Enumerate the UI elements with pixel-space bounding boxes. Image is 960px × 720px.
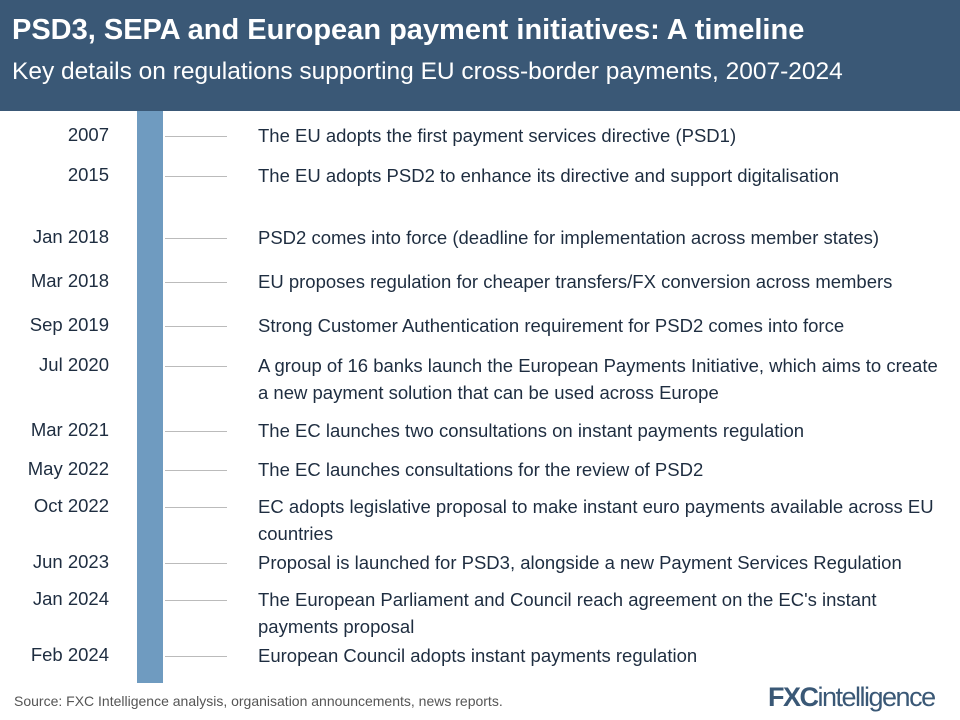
event-date: Sep 2019 <box>29 314 109 335</box>
connector-line <box>165 431 227 432</box>
connector-line <box>165 282 227 283</box>
connector-line <box>165 176 227 177</box>
connector-line <box>165 136 227 137</box>
connector-line <box>165 326 227 327</box>
chart-title: PSD3, SEPA and European payment initiatives: A timeline <box>12 14 805 46</box>
source-note: Source: FXC Intelligence analysis, organisation announcements, news reports. <box>14 693 503 709</box>
event-description: A group of 16 banks launch the European Payments Initiative, which aims to create a new payment solution that can be used across Europe <box>258 355 938 403</box>
event-date: Oct 2022 <box>33 495 109 516</box>
event-description: European Council adopts instant payments regulation <box>258 645 698 666</box>
event-description: The EC launches two consultations on instant payments regulation <box>258 420 805 441</box>
event-date: Jan 2024 <box>32 588 109 609</box>
event-description: Proposal is launched for PSD3, alongside a new Payment Services Regulation <box>258 552 902 573</box>
event-description: The European Parliament and Council reach agreement on the EC's instant payments proposal <box>258 589 877 637</box>
connector-line <box>165 238 227 239</box>
logo-intelligence: intelligence <box>817 682 935 712</box>
timeline-bar <box>137 111 163 683</box>
event-description: EC adopts legislative proposal to make instant euro payments available across EU countries <box>258 496 934 544</box>
connector-line <box>165 507 227 508</box>
event-description: The EC launches consultations for the review of PSD2 <box>258 459 704 480</box>
connector-line <box>165 470 227 471</box>
header <box>0 0 960 111</box>
event-description: PSD2 comes into force (deadline for implementation across member states) <box>258 227 880 248</box>
event-date: 2015 <box>67 164 109 185</box>
event-date: 2007 <box>67 124 109 145</box>
connector-line <box>165 563 227 564</box>
event-date: Feb 2024 <box>30 644 109 665</box>
event-date: Jun 2023 <box>32 551 109 572</box>
event-description: The EU adopts PSD2 to enhance its directive and support digitalisation <box>258 165 840 186</box>
event-date: Mar 2018 <box>30 270 109 291</box>
event-date: Mar 2021 <box>30 419 109 440</box>
event-date: Jan 2018 <box>32 226 109 247</box>
connector-line <box>165 366 227 367</box>
event-date: Jul 2020 <box>39 354 109 375</box>
event-description: Strong Customer Authentication requirement for PSD2 comes into force <box>258 315 845 336</box>
event-date: May 2022 <box>27 458 109 479</box>
event-description: The EU adopts the first payment services directive (PSD1) <box>258 125 737 146</box>
chart-subtitle: Key details on regulations supporting EU cross-border payments, 2007-2024 <box>12 58 843 85</box>
connector-line <box>165 656 227 657</box>
fxc-logo <box>768 682 935 713</box>
logo-fxc: FXC <box>768 682 818 712</box>
event-description: EU proposes regulation for cheaper transfers/FX conversion across members <box>258 271 893 292</box>
connector-line <box>165 600 227 601</box>
